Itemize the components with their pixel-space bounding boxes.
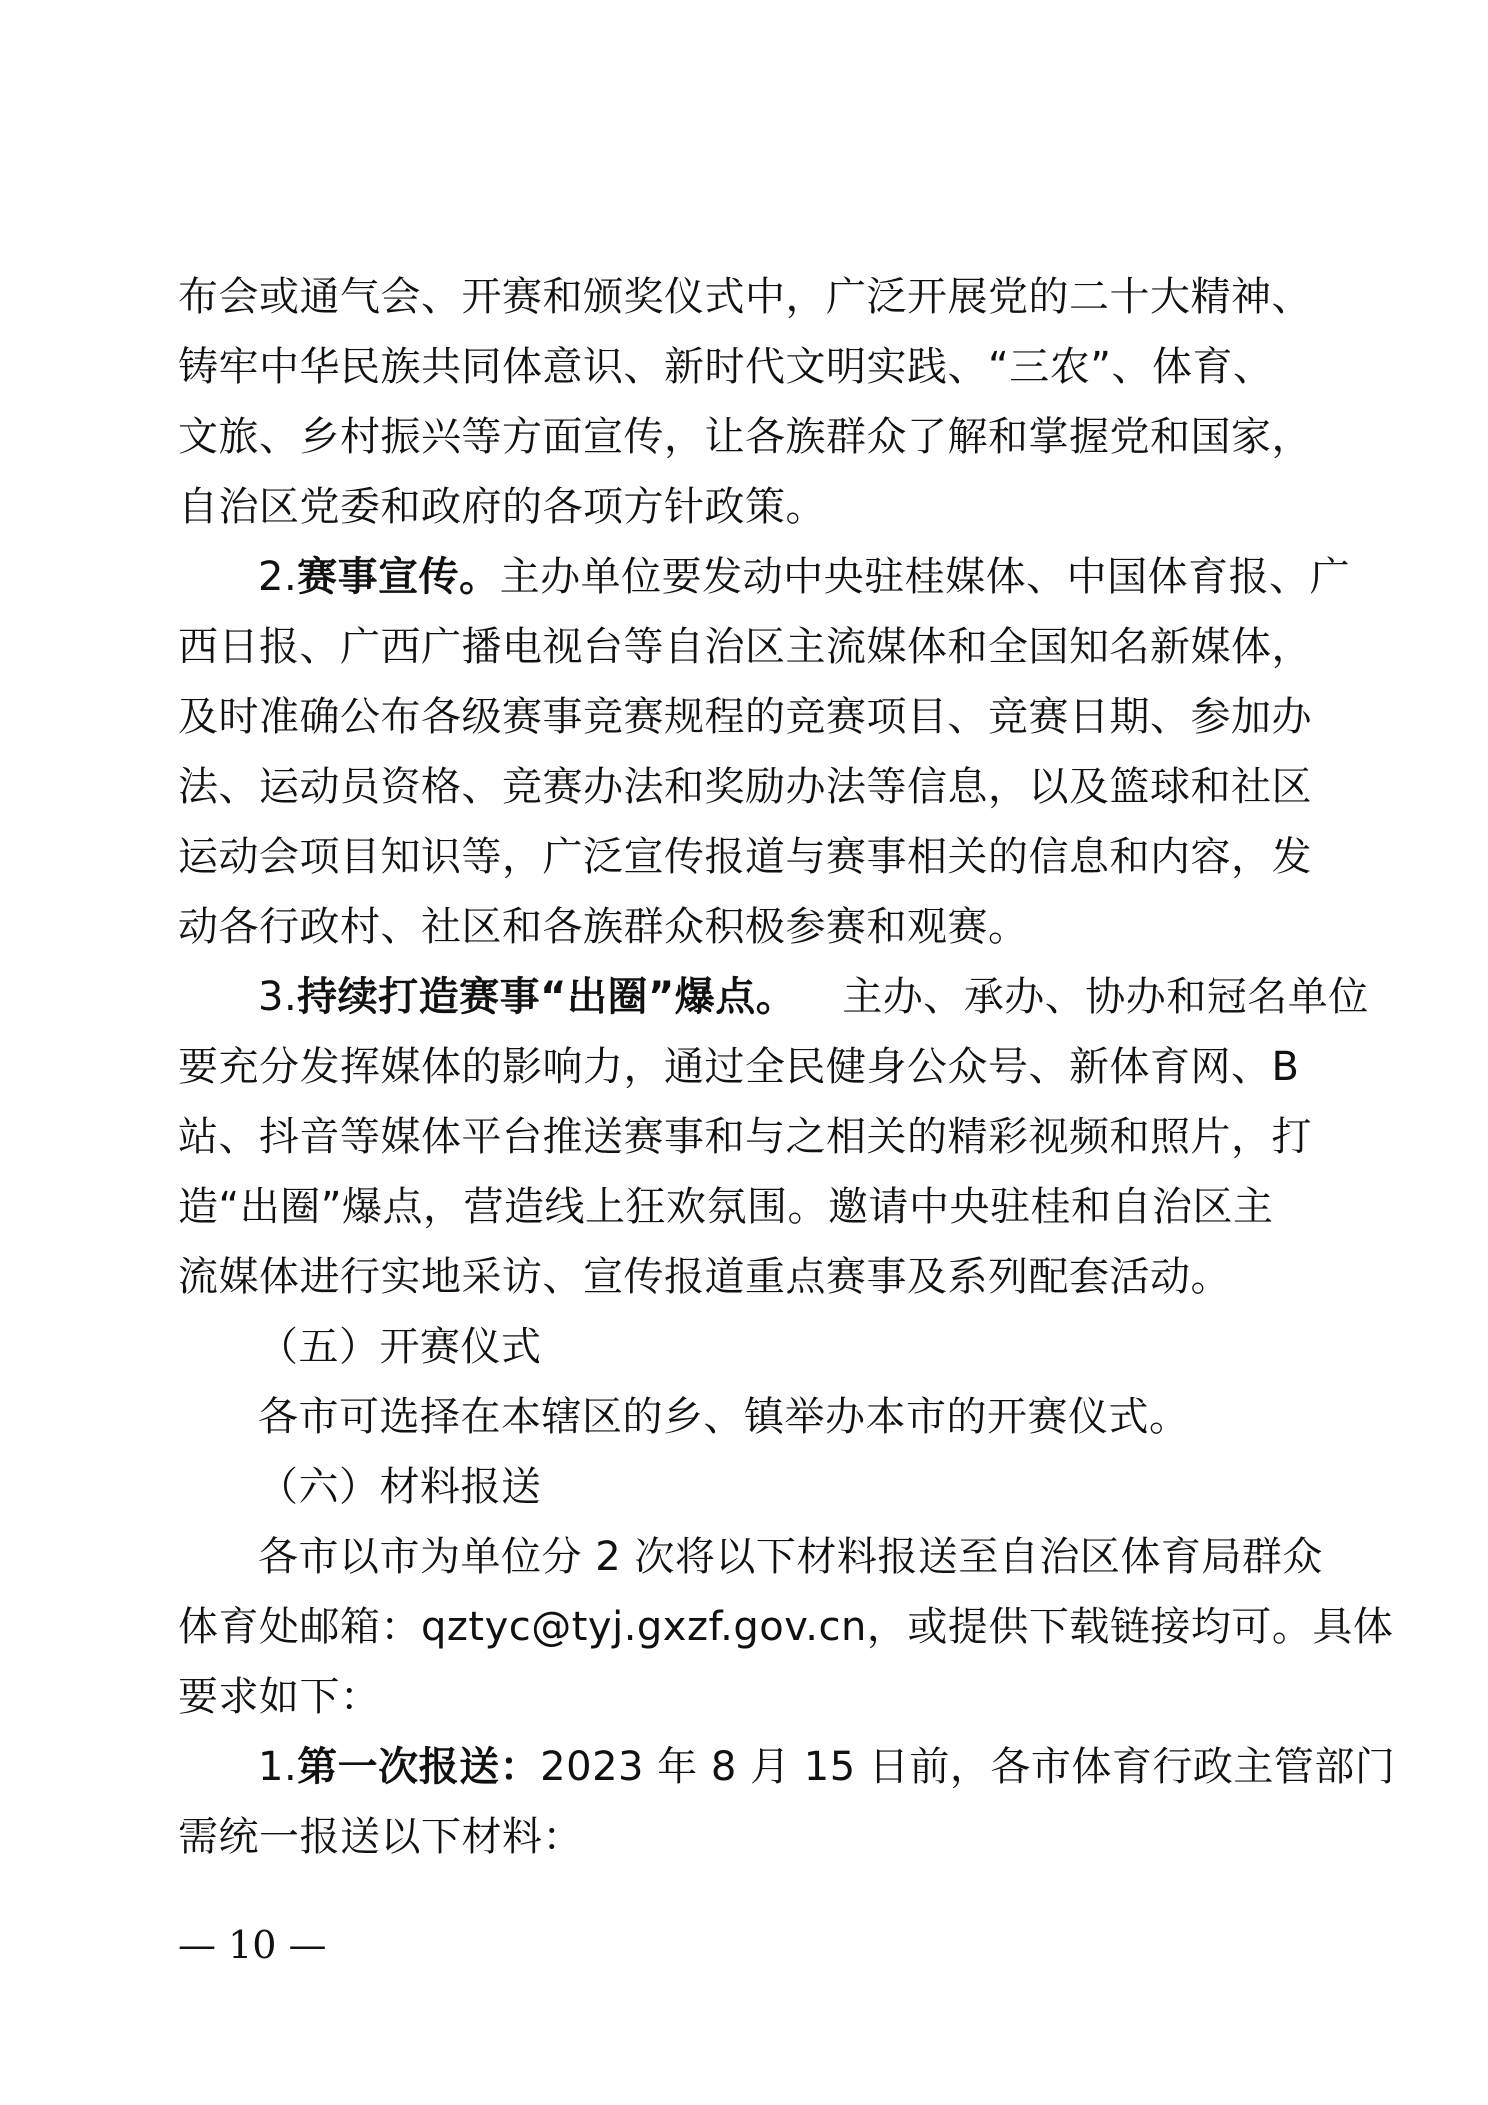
- paragraph-line: 文旅、乡村振兴等方面宣传，让各族群众了解和掌握党和国家，: [178, 414, 1312, 460]
- item-2-line: 西日报、广西广播电视台等自治区主流媒体和全国知名新媒体，: [178, 624, 1312, 670]
- section-6-line: 体育处邮箱：qztyc@tyj.gxzf.gov.cn，或提供下载链接均可。具体: [178, 1604, 1394, 1650]
- section-6-line: 要求如下：: [178, 1674, 381, 1720]
- section-5-text: 各市可选择在本辖区的乡、镇举办本市的开赛仪式。: [258, 1394, 1190, 1440]
- item-3-line: 要充分发挥媒体的影响力，通过全民健身公众号、新体育网、B: [178, 1044, 1300, 1090]
- section-6-first-line: 各市以市为单位分 2 次将以下材料报送至自治区体育局群众: [258, 1534, 1323, 1580]
- item-2-title: 赛事宣传。: [297, 554, 500, 600]
- section-5-heading: （五）开赛仪式: [258, 1324, 542, 1370]
- section-6-heading: （六）材料报送: [258, 1464, 542, 1510]
- item-3-number: 3.: [258, 974, 298, 1020]
- item-3-line: 站、抖音等媒体平台推送赛事和与之相关的精彩视频和照片，打: [178, 1114, 1312, 1160]
- page-number: — 10 —: [178, 1923, 327, 1967]
- item-3-first-line: [178, 962, 1369, 1032]
- item-2-line: 法、运动员资格、竞赛办法和奖励办法等信息，以及篮球和社区: [178, 764, 1312, 810]
- paragraph-line: 布会或通气会、开赛和颁奖仪式中，广泛开展党的二十大精神、: [178, 274, 1312, 320]
- item-2-first-line: [178, 542, 1351, 612]
- item-3-line: 流媒体进行实地采访、宣传报道重点赛事及系列配套活动。: [178, 1254, 1231, 1300]
- item-2-number: 2.: [258, 554, 298, 600]
- item-2-text: 主办单位要发动中央驻桂媒体、中国体育报、广: [499, 554, 1351, 600]
- paragraph-line: 铸牢中华民族共同体意识、新时代文明实践、“三农”、体育、: [178, 344, 1274, 390]
- item-3-text: 主办、承办、协办和冠名单位: [842, 974, 1369, 1020]
- item-1-number: 1.: [258, 1744, 298, 1790]
- item-1-text: 2023 年 8 月 15 日前，各市体育行政主管部门: [540, 1744, 1396, 1790]
- item-3-line: 造“出圈”爆点，营造线上狂欢氛围。邀请中央驻桂和自治区主: [178, 1184, 1274, 1230]
- item-1-first-line: [178, 1732, 1396, 1802]
- item-1-title: 第一次报送：: [297, 1744, 541, 1790]
- item-1-line: 需统一报送以下材料：: [178, 1814, 583, 1860]
- item-3-title: 持续打造赛事“出圈”爆点。: [297, 974, 797, 1020]
- item-2-line: 运动会项目知识等，广泛宣传报道与赛事相关的信息和内容，发: [178, 834, 1312, 880]
- item-2-line: 动各行政村、社区和各族群众积极参赛和观赛。: [178, 904, 1029, 950]
- paragraph-line: 自治区党委和政府的各项方针政策。: [178, 484, 826, 530]
- body-text: [178, 262, 1396, 1872]
- item-2-line: 及时准确公布各级赛事竞赛规程的竞赛项目、竞赛日期、参加办: [178, 694, 1312, 740]
